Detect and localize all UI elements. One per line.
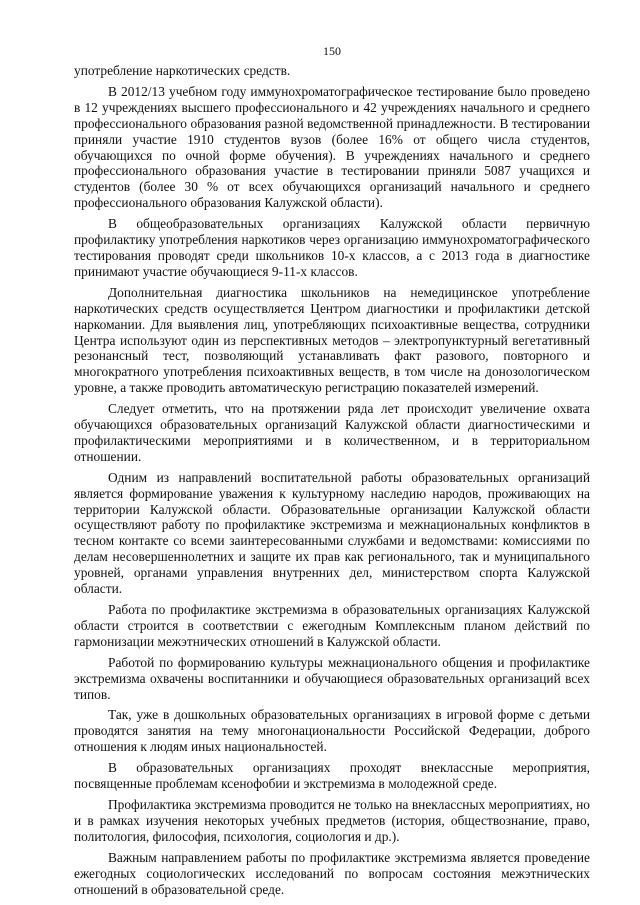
page-number: 150 — [323, 44, 341, 58]
document-body — [74, 63, 590, 897]
paragraph-coverage-increase: Следует отметить, что на протяжении ряда лет происходит увеличение охвата обучающихся образовательных организаций Калужской области диагностическими и профилактическими мероприятиями и в количественном, и в территориальном отношении. — [74, 401, 590, 464]
paragraph-additional-diagnostics: Дополнительная диагностика школьников на немедицинское употребление наркотических средств осуществляется Центром диагностики и профилактики детской наркомании. Для выявления лиц, употребляющих психоактивные вещества, сотрудники Центра используют один из перспективных методов – электропунктурный вегетативный резонансный тест, позволяющий устанавливать факт разового, повторного и многократного употребления психоактивных веществ, в том числе на донозологическом уровне, а также проводить автоматическую регистрацию показателей измерений. — [74, 284, 590, 396]
paragraph-subjects: Профилактика экстремизма проводится не только на внеклассных мероприятиях, но и в рамках изучения некоторых учебных предметов (история, обществознание, право, политология, философия, психология, социология и др.). — [74, 796, 590, 844]
paragraph-general-education-prevention: В общеобразовательных организациях Калужской области первичную профилактику употребления наркотиков через организацию иммунохроматографического тестирования проводят среди школьников 10-х классов, а с 2013 года в диагностике принимают участие обучающиеся 9-11-х классов. — [74, 216, 590, 279]
paragraph-continuation: употребление наркотических средств. — [74, 63, 291, 78]
paragraph-preschool: Так, уже в дошкольных образовательных организациях в игровой форме с детьми проводятся занятия на тему многонациональности Российской Федерации, доброго отношения к людям иных национальностей. — [74, 707, 590, 755]
paragraph-interethnic-culture: Работой по формированию культуры межнационального общения и профилактике экстремизма охвачены воспитанники и обучающиеся образовательных организаций всех типов. — [74, 654, 590, 702]
paragraph-extracurricular: В образовательных организациях проходят внеклассные мероприятия, посвященные проблемам ксенофобии и экстремизма в молодежной среде. — [74, 760, 590, 792]
paragraph-extremism-plan: Работа по профилактике экстремизма в образовательных организациях Калужской области строится в соответствии с ежегодным Комплексным планом действий по гармонизации межэтнических отношений в Калужской области. — [74, 602, 590, 649]
paragraph-testing-2012-13: В 2012/13 учебном году иммунохроматографическое тестирование было проведено в 12 учреждениях высшего профессионального и 42 учреждениях начального и среднего профессионального образования разной ведомственной принадлежности. В тестировании приняли участие 1910 студентов вузов (более 16% от общего числа студентов, обучающихся по очной форме обучения). В учреждениях начального и среднего профессионального образования участие в тестировании приняли 5087 учащихся и студентов (более 30 % от всех обучающихся организаций начального и среднего профессионального образования Калужской области). — [74, 83, 590, 211]
paragraph-sociological-research: Важным направлением работы по профилактике экстремизма является проведение ежегодных социологических исследований по вопросам состояния межэтнических отношений в образовательной среде. — [74, 849, 590, 897]
paragraph-cultural-heritage: Одним из направлений воспитательной работы образовательных организаций является формирование уважения к культурному наследию народов, проживающих на территории Калужской области. Образовательные организации Калужской области осуществляют работу по профилактике экстремизма и межнациональных конфликтов в тесном контакте со всеми заинтересованными службами и ведомствами: комиссиями по делам несовершеннолетних и защите их прав как регионального, так и муниципального уровней, органами управления внутренних дел, министерством спорта Калужской области. — [74, 469, 590, 597]
